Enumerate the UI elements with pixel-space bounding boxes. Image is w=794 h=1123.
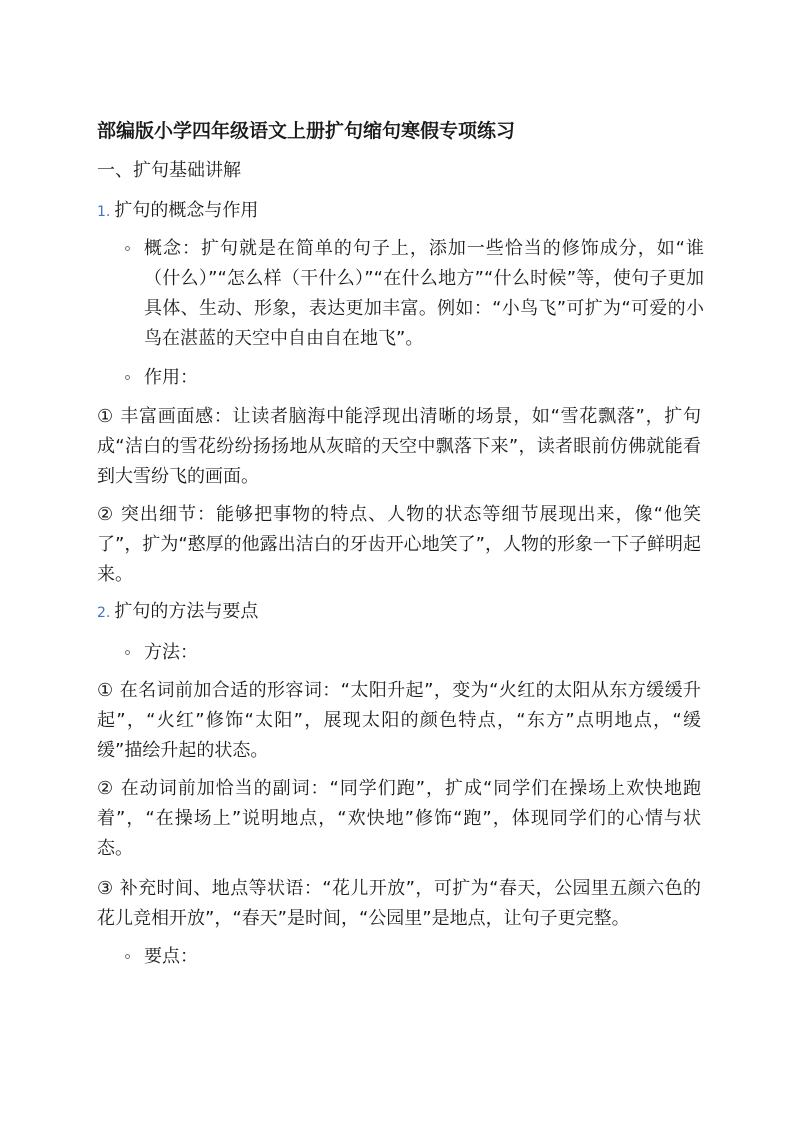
usage-item-1: ① 丰富画面感：让读者脑海中能浮现出清晰的场景，如“雪花飘落”，扩句成“洁白的雪花纷纷扬扬地从灰暗的天空中飘落下来”，读者眼前仿佛就能看到大雪纷飞的画面。: [97, 406, 701, 487]
bullet-circle-icon: [125, 375, 130, 380]
bullet-circle-icon: [125, 246, 130, 251]
subheading-number: 2.: [97, 605, 111, 621]
document-title: 部编版小学四年级语文上册扩句缩句寒假专项练习: [97, 120, 516, 142]
points-label: 要点：: [144, 946, 198, 967]
bullet-circle-icon: [125, 650, 130, 655]
subheading-text: 扩句的概念与作用: [114, 200, 259, 221]
method-item-2: ② 在动词前加恰当的副词：“同学们跑”，扩成“同学们在操场上欢快地跑着”，“在操场上”说明地点，“欢快地”修饰“跑”，体现同学们的心情与状态。: [97, 778, 701, 859]
method-item-1: ① 在名词前加合适的形容词：“太阳升起”，变为“火红的太阳从东方缓缓升起”，“火红”修饰“太阳”，展现太阳的颜色特点，“东方”点明地点，“缓缓”描绘升起的状态。: [97, 680, 701, 761]
subheading-method: [97, 598, 258, 627]
usage-label: 作用：: [144, 367, 198, 388]
concept-text: 概念：扩句就是在简单的句子上，添加一些恰当的修饰成分，如“谁（什么）”“怎么样（干什么）”“在什么地方”“什么时候”等，使句子更加具体、生动、形象，表达更加丰富。例如：“小鸟飞”可扩为“可爱的小鸟在湛蓝的天空中自由自在地飞”。: [144, 238, 704, 349]
subheading-concept: [97, 197, 258, 226]
method-label: 方法：: [144, 642, 198, 663]
section-heading: 一、扩句基础讲解: [97, 160, 241, 181]
usage-item-2: ② 突出细节：能够把事物的特点、人物的状态等细节展现出来，像“他笑了”，扩为“憨厚的他露出洁白的牙齿开心地笑了”，人物的形象一下子鲜明起来。: [97, 504, 701, 585]
bullet-circle-icon: [125, 954, 130, 959]
subheading-number: 1.: [97, 204, 111, 220]
subheading-text: 扩句的方法与要点: [114, 601, 259, 622]
method-item-3: ③ 补充时间、地点等状语：“花儿开放”，可扩为“春天，公园里五颜六色的花儿竞相开放”，“春天”是时间，“公园里”是地点，让句子更完整。: [97, 878, 701, 929]
